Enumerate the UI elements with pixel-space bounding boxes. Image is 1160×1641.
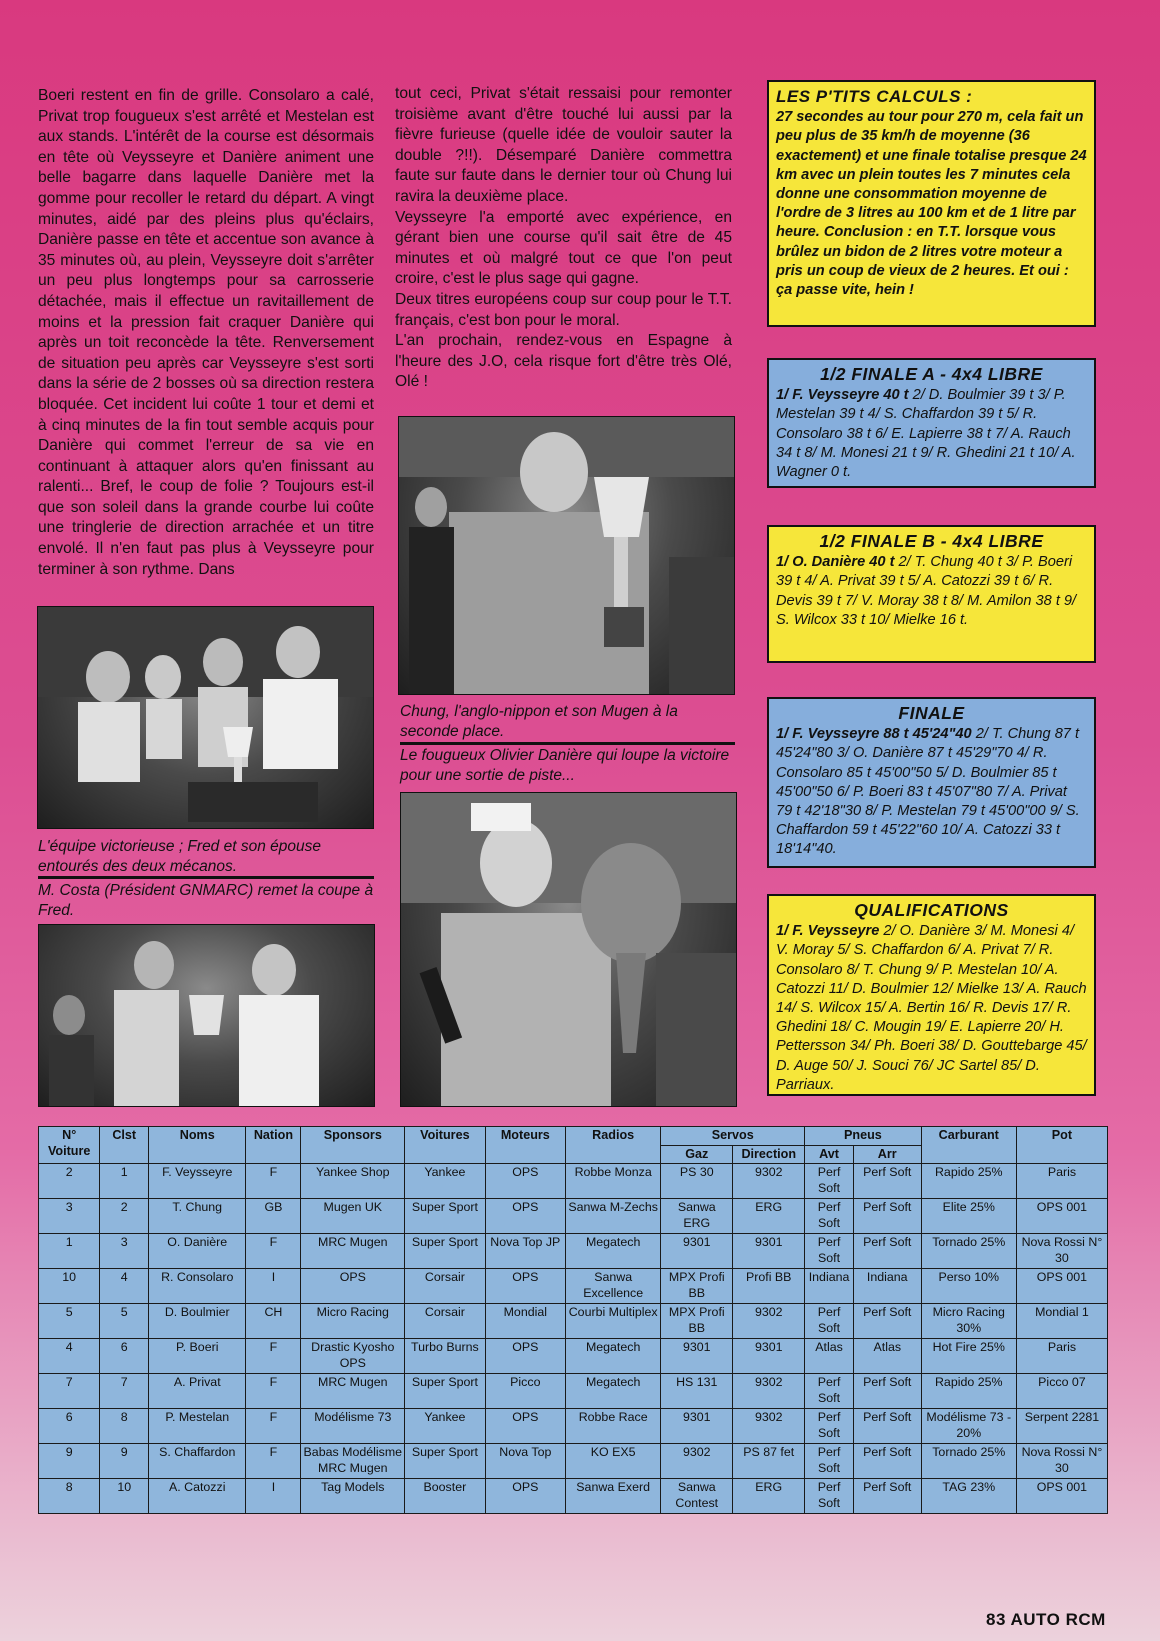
header-nation: Nation [246, 1127, 301, 1164]
qualifications-box [767, 894, 1096, 1096]
table-cell: F [246, 1374, 301, 1409]
table-cell: Perf Soft [853, 1409, 921, 1444]
table-cell: 1 [39, 1234, 100, 1269]
table-cell: Rapido 25% [921, 1164, 1016, 1199]
table-cell: A. Catozzi [149, 1479, 246, 1514]
table-cell: O. Danière [149, 1234, 246, 1269]
table-cell: S. Chaffardon [149, 1444, 246, 1479]
table-row [39, 1479, 1108, 1514]
table-cell: Perf Soft [805, 1479, 854, 1514]
box-winner: 1/ F. Veysseyre 88 t 45'24"40 [776, 726, 972, 743]
table-cell: 2 [39, 1164, 100, 1199]
table-cell: 8 [39, 1479, 100, 1514]
table-row [39, 1304, 1108, 1339]
table-cell: Super Sport [405, 1199, 485, 1234]
header-sponsors: Sponsors [301, 1127, 405, 1164]
box-winner: 1/ F. Veysseyre [776, 923, 880, 940]
table-cell: 9302 [733, 1164, 805, 1199]
header-direction: Direction [733, 1145, 805, 1164]
table-cell: 9302 [733, 1304, 805, 1339]
photo-daniere-champagne [400, 792, 737, 1107]
table-cell: MRC Mugen [301, 1374, 405, 1409]
header-moteurs: Moteurs [485, 1127, 565, 1164]
table-cell: Perso 10% [921, 1269, 1016, 1304]
table-cell: Sanwa ERG [661, 1199, 733, 1234]
header-noms: Noms [149, 1127, 246, 1164]
caption-divider [400, 742, 735, 745]
table-cell: F [246, 1339, 301, 1374]
table-cell: Tornado 25% [921, 1444, 1016, 1479]
photo-caption: Chung, l'anglo-nippon et son Mugen à la seconde place. [400, 703, 678, 740]
semifinal-a-box [767, 358, 1096, 488]
table-row [39, 1269, 1108, 1304]
table-cell: F [246, 1164, 301, 1199]
table-cell: Perf Soft [853, 1164, 921, 1199]
table-cell: 10 [100, 1479, 149, 1514]
table-cell: Mugen UK [301, 1199, 405, 1234]
table-cell: Turbo Burns [405, 1339, 485, 1374]
header-arr: Arr [853, 1145, 921, 1164]
table-cell: Serpent 2281 [1016, 1409, 1107, 1444]
table-cell: R. Consolaro [149, 1269, 246, 1304]
table-cell: P. Boeri [149, 1339, 246, 1374]
table-cell: F. Veysseyre [149, 1164, 246, 1199]
photo-caption: Le fougueux Olivier Danière qui loupe la victoire pour une sortie de piste... [400, 747, 730, 784]
table-cell: Corsair [405, 1304, 485, 1339]
table-cell: MPX Profi BB [661, 1269, 733, 1304]
table-cell: 9301 [661, 1409, 733, 1444]
table-cell: Paris [1016, 1339, 1107, 1374]
table-cell: Super Sport [405, 1444, 485, 1479]
box-body: 2/ T. Chung 87 t 45'24"80 3/ O. Danière 87 t 45'29"70 4/ R. Consolaro 85 t 45'00"50 5/ D. Boulmier 85 t 45'00"50 6/ P. Boeri 83 t 45'07"80 7/ A. Privat 79 t 42'18"30 8/ P. Mestelan 79 t 45'00"00 9/ S. Chaffardon 59 t 45'22"60 10/ A. Catozzi 33 t 18'14"40. [776, 726, 1080, 858]
table-cell: GB [246, 1199, 301, 1234]
table-cell: Perf Soft [853, 1199, 921, 1234]
table-cell: F [246, 1234, 301, 1269]
table-cell: I [246, 1269, 301, 1304]
photo-winning-team [37, 606, 374, 829]
table-cell: Nova Rossi N° 30 [1016, 1234, 1107, 1269]
header-voitures: Voitures [405, 1127, 485, 1164]
box-title: FINALE [898, 703, 965, 723]
table-cell: 7 [39, 1374, 100, 1409]
box-body: 2/ D. Boulmier 39 t 3/ P. Mestelan 39 t 4/ S. Chaffardon 39 t 5/ R. Consolaro 38 t 6/ E. Lapierre 38 t 7/ A. Rauch 34 t 8/ M. Monesi 21 t 9/ R. Ghedini 21 t 10/ A. Wagner 0 t. [776, 387, 1076, 481]
table-cell: Picco [485, 1374, 565, 1409]
article-column-1 [38, 86, 374, 580]
table-cell: 9302 [661, 1444, 733, 1479]
table-cell: Megatech [566, 1234, 661, 1269]
table-cell: Super Sport [405, 1374, 485, 1409]
table-cell: 9 [100, 1444, 149, 1479]
header-pot: Pot [1016, 1127, 1107, 1164]
table-cell: Perf Soft [853, 1444, 921, 1479]
table-cell: CH [246, 1304, 301, 1339]
table-cell: 4 [39, 1339, 100, 1374]
article-paragraph: Veysseyre l'a emporté avec expérience, en gérant bien une course qu'il sait être de 45 minutes et où malgré tout ce que l'on peut croire, c'est le plus sage qui gagne. [395, 208, 732, 288]
table-cell: Perf Soft [805, 1199, 854, 1234]
table-cell: MPX Profi BB [661, 1304, 733, 1339]
table-cell: Rapido 25% [921, 1374, 1016, 1409]
table-cell: Nova Rossi N° 30 [1016, 1444, 1107, 1479]
table-cell: OPS [485, 1164, 565, 1199]
table-cell: Corsair [405, 1269, 485, 1304]
table-cell: 9301 [661, 1234, 733, 1269]
table-cell: A. Privat [149, 1374, 246, 1409]
table-cell: Perf Soft [853, 1479, 921, 1514]
table-cell: ERG [733, 1479, 805, 1514]
photo-cup-presentation [38, 924, 375, 1107]
header-carburant: Carburant [921, 1127, 1016, 1164]
table-cell: 9301 [733, 1339, 805, 1374]
table-cell: ERG [733, 1199, 805, 1234]
table-cell: Sanwa Exerd [566, 1479, 661, 1514]
header-pneus: Pneus [805, 1127, 921, 1146]
table-cell: OPS 001 [1016, 1199, 1107, 1234]
box-winner: 1/ F. Veysseyre 40 t [776, 387, 909, 404]
table-cell: MRC Mugen [301, 1234, 405, 1269]
table-cell: Perf Soft [805, 1444, 854, 1479]
box-title: LES P'TITS CALCULS : [776, 87, 973, 106]
table-row [39, 1199, 1108, 1234]
table-cell: 6 [100, 1339, 149, 1374]
table-cell: Mondial [485, 1304, 565, 1339]
table-cell: F [246, 1444, 301, 1479]
page-footer: 83 AUTO RCM [986, 1610, 1106, 1629]
table-cell: 6 [39, 1409, 100, 1444]
table-cell: OPS [301, 1269, 405, 1304]
table-header-row [39, 1127, 1108, 1146]
table-cell: HS 131 [661, 1374, 733, 1409]
table-cell: Modélisme 73 [301, 1409, 405, 1444]
table-cell: OPS [485, 1479, 565, 1514]
article-column-2 [395, 84, 732, 393]
caption-divider [38, 876, 374, 879]
photo-caption: L'équipe victorieuse ; Fred et son épouse entourés des deux mécanos. [38, 838, 321, 875]
table-cell: Perf Soft [853, 1234, 921, 1269]
header-voiture: N° Voiture [39, 1127, 100, 1164]
table-cell: 9302 [733, 1374, 805, 1409]
header-radios: Radios [566, 1127, 661, 1164]
photo-chung-trophy [398, 416, 735, 695]
table-cell: OPS 001 [1016, 1479, 1107, 1514]
table-cell: T. Chung [149, 1199, 246, 1234]
article-paragraph: Boeri restent en fin de grille. Consolaro a calé, Privat trop fougueux s'est arrêté et Mestelan est aux stands. L'intérêt de la course est désormais en tête où Veysseyre et Danière animent une belle bagarre dans laquelle Danière met la gomme pour recoller le retard du départ. A vingt minutes, aidé par des pleins plus qu'éclairs, Danière passe en tête et accentue son avance à 35 minutes où, au plein, Veysseyre doit s'arrêter un peu plus longtemps pour sa carrosserie détachée, mais il effectue un ravitaillement de moins et la pression fait craquer Danière qui après un toit reconcède la tête. Renversement de situation peu après car Veysseyre s'est sorti dans la série de 2 bosses où sa direction restera bloquée. Cet incident lui coûte 1 tour et demi et à cinq minutes de la fin tout semble acquis pour Danière qui commet l'erreur de sa vie en continuant à attaquer alors qu'en finissant au ralenti... Bref, le coup de folie ? Toujours est-il que son soleil dans la grande courbe lui coûte une tringlerie de direction arrachée et un titre envolé. Il n'en faut pas plus à Veysseyre pour terminer à son rythme. Dans [38, 87, 374, 578]
table-cell: Robbe Monza [566, 1164, 661, 1199]
semifinal-b-box [767, 525, 1096, 663]
table-cell: 9301 [661, 1339, 733, 1374]
table-cell: P. Mestelan [149, 1409, 246, 1444]
table-row [39, 1339, 1108, 1374]
table-cell: Booster [405, 1479, 485, 1514]
header-gaz: Gaz [661, 1145, 733, 1164]
calculations-box [767, 80, 1096, 327]
article-paragraph: L'an prochain, rendez-vous en Espagne à l'heure des J.O, cela risque fort d'être très Olé, Olé ! [395, 332, 732, 391]
table-cell: KO EX5 [566, 1444, 661, 1479]
table-cell: Yankee [405, 1409, 485, 1444]
table-cell: Sanwa Contest [661, 1479, 733, 1514]
table-cell: 9 [39, 1444, 100, 1479]
header-avt: Avt [805, 1145, 854, 1164]
box-title: QUALIFICATIONS [854, 900, 1009, 920]
article-paragraph: Deux titres européens coup sur coup pour le T.T. français, c'est bon pour le moral. [395, 290, 732, 329]
table-cell: Sanwa M-Zechs [566, 1199, 661, 1234]
table-cell: Megatech [566, 1374, 661, 1409]
table-cell: OPS [485, 1269, 565, 1304]
table-body [39, 1164, 1108, 1514]
photo-caption: M. Costa (Président GNMARC) remet la coupe à Fred. [38, 882, 374, 919]
table-cell: Drastic Kyosho OPS [301, 1339, 405, 1374]
table-cell: D. Boulmier [149, 1304, 246, 1339]
table-cell: Perf Soft [853, 1374, 921, 1409]
table-cell: Perf Soft [805, 1234, 854, 1269]
box-title: 1/2 FINALE A - 4x4 LIBRE [820, 364, 1043, 384]
table-cell: Perf Soft [805, 1409, 854, 1444]
table-cell: 8 [100, 1409, 149, 1444]
table-cell: Profi BB [733, 1269, 805, 1304]
table-cell: OPS [485, 1339, 565, 1374]
table-cell: 3 [100, 1234, 149, 1269]
table-cell: F [246, 1409, 301, 1444]
table-cell: TAG 23% [921, 1479, 1016, 1514]
table-cell: Tag Models [301, 1479, 405, 1514]
table-cell: Modélisme 73 - 20% [921, 1409, 1016, 1444]
table-cell: Elite 25% [921, 1199, 1016, 1234]
table-cell: Megatech [566, 1339, 661, 1374]
table-cell: Super Sport [405, 1234, 485, 1269]
table-cell: Tornado 25% [921, 1234, 1016, 1269]
table-row [39, 1409, 1108, 1444]
box-body: 2/ T. Chung 40 t 3/ P. Boeri 39 t 4/ A. Privat 39 t 5/ A. Catozzi 39 t 6/ R. Devis 39 t 7/ V. Moray 38 t 8/ M. Amilon 38 t 9/ S. Wilcox 33 t 10/ Mielke 16 t. [776, 554, 1077, 628]
table-cell: Micro Racing [301, 1304, 405, 1339]
table-cell: Nova Top JP [485, 1234, 565, 1269]
table-cell: 3 [39, 1199, 100, 1234]
table-cell: 1 [100, 1164, 149, 1199]
table-row [39, 1164, 1108, 1199]
table-cell: Hot Fire 25% [921, 1339, 1016, 1374]
header-servos: Servos [661, 1127, 805, 1146]
box-body: 2/ O. Danière 3/ M. Monesi 4/ V. Moray 5/ S. Chaffardon 6/ A. Privat 7/ R. Consolaro 8/ T. Chung 9/ P. Mestelan 10/ A. Catozzi 11/ D. Boulmier 12/ Mielke 13/ A. Rauch 14/ S. Wilcox 15/ A. Bertin 16/ R. Devis 17/ R. Ghedini 18/ C. Mougin 19/ E. Lapierre 20/ H. Pettersson 34/ Ph. Boeri 38/ D. Gouttebarge 45/ D. Auge 50/ J. Souci 76/ JC Sartel 85/ D. Parriaux. [776, 923, 1087, 1093]
table-cell: Perf Soft [805, 1304, 854, 1339]
table-cell: Yankee Shop [301, 1164, 405, 1199]
header-clst: Clst [100, 1127, 149, 1164]
table-cell: 4 [100, 1269, 149, 1304]
table-cell: Picco 07 [1016, 1374, 1107, 1409]
table-cell: Indiana [805, 1269, 854, 1304]
table-cell: 9302 [733, 1409, 805, 1444]
table-cell: Micro Racing 30% [921, 1304, 1016, 1339]
table-cell: PS 30 [661, 1164, 733, 1199]
table-cell: Babas Modélisme MRC Mugen [301, 1444, 405, 1479]
table-row [39, 1444, 1108, 1479]
table-cell: Atlas [805, 1339, 854, 1374]
table-cell: I [246, 1479, 301, 1514]
table-cell: 5 [100, 1304, 149, 1339]
table-row [39, 1374, 1108, 1409]
box-winner: 1/ O. Danière 40 t [776, 554, 895, 571]
table-cell: Robbe Race [566, 1409, 661, 1444]
box-title: 1/2 FINALE B - 4x4 LIBRE [819, 531, 1044, 551]
table-cell: Yankee [405, 1164, 485, 1199]
table-cell: Mondial 1 [1016, 1304, 1107, 1339]
table-cell: Paris [1016, 1164, 1107, 1199]
table-cell: Indiana [853, 1269, 921, 1304]
table-cell: Sanwa Excellence [566, 1269, 661, 1304]
table-cell: Courbi Multiplex [566, 1304, 661, 1339]
table-cell: 9301 [733, 1234, 805, 1269]
table-row [39, 1234, 1108, 1269]
results-table [38, 1126, 1108, 1514]
table-cell: OPS [485, 1199, 565, 1234]
table-cell: Nova Top [485, 1444, 565, 1479]
table-cell: 2 [100, 1199, 149, 1234]
table-cell: 7 [100, 1374, 149, 1409]
table-cell: Perf Soft [853, 1304, 921, 1339]
table-cell: Perf Soft [805, 1164, 854, 1199]
table-cell: Perf Soft [805, 1374, 854, 1409]
table-cell: PS 87 fet [733, 1444, 805, 1479]
table-cell: OPS [485, 1409, 565, 1444]
finale-box [767, 697, 1096, 868]
article-paragraph: tout ceci, Privat s'était ressaisi pour remonter troisième avant d'être touché lui aussi par la fièvre furieuse (quelle idée de vouloir sauter la double ?!!). Désemparé Danière commettra faute sur faute dans le dernier tour où Chung lui ravira la deuxième place. [395, 85, 732, 205]
table-cell: 5 [39, 1304, 100, 1339]
table-cell: 10 [39, 1269, 100, 1304]
box-body: 27 secondes au tour pour 270 m, cela fait un peu plus de 35 km/h de moyenne (36 exactement) et une finale totalise presque 24 km avec un plein toutes les 7 minutes cela donne une consommation moyenne de l'ordre de 3 litres au 100 km et de 1 litre par heure. Conclusion : en T.T. lorsque vous brûlez un bidon de 2 litres votre moteur a pris un coup de vieux de 2 heures. Et oui : ça passe vite, hein ! [776, 109, 1087, 299]
table-cell: Atlas [853, 1339, 921, 1374]
table-cell: OPS 001 [1016, 1269, 1107, 1304]
